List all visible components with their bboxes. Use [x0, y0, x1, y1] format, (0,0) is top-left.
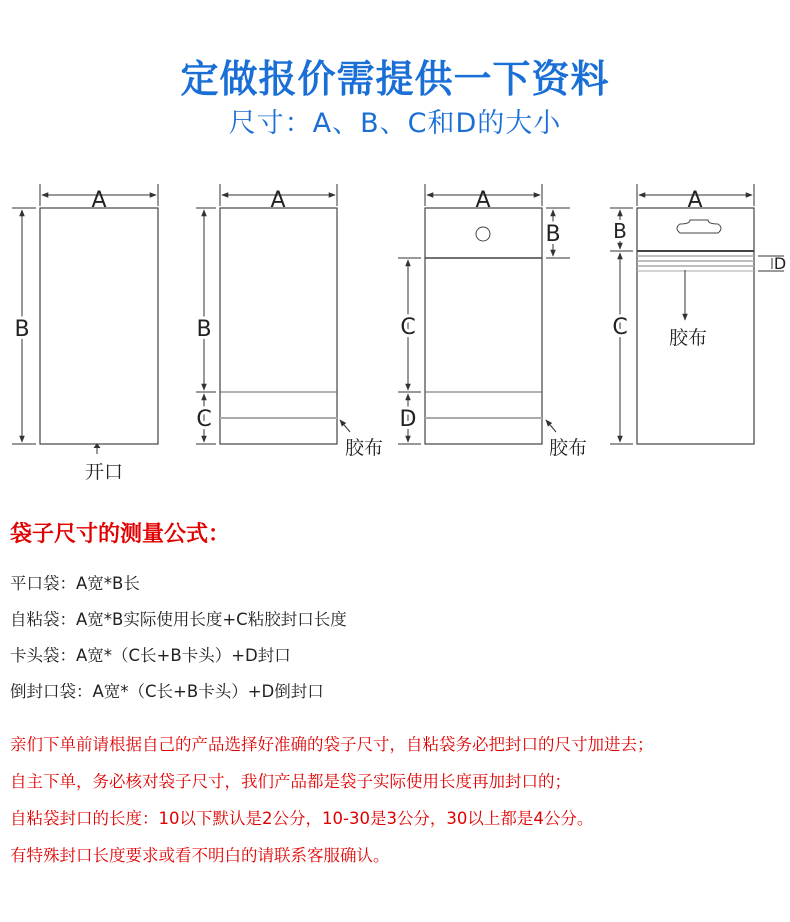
flat-bag-opening-label: 开口	[84, 461, 124, 483]
note-item: 有特殊封口长度要求或看不明白的请联系客服确认。	[10, 846, 390, 865]
note-item: 亲们下单前请根据自己的产品选择好准确的袋子尺寸，自粘袋务必把封口的尺寸加进去；	[10, 735, 654, 754]
formula-flat-bag: 平口袋：A宽*B长	[10, 574, 140, 593]
header-card-bag-label-a: A	[475, 188, 491, 213]
page-title: 定做报价需提供一下资料	[180, 57, 610, 101]
formula-adhesive-bag: 自粘袋：A宽*B实际使用长度+C粘胶封口长度	[10, 610, 347, 629]
adhesive-bag-label-a: A	[270, 188, 286, 213]
notes-list	[10, 731, 654, 879]
header-card-bag-label-b: B	[545, 222, 561, 247]
adhesive-bag-label-b: B	[196, 317, 212, 342]
formula-header-card-bag: 卡头袋：A宽*（C长+B卡头）+D封口	[10, 646, 291, 665]
flat-bag-diagram	[12, 184, 158, 454]
hang-hole-bag-label-d: D	[773, 254, 787, 273]
page-subtitle: 尺寸：A、B、C和D的大小	[228, 108, 562, 139]
adhesive-bag-adhesive-label: 胶布	[344, 437, 384, 459]
hang-hole-bag-adhesive-label: 胶布	[668, 327, 708, 349]
formula-reverse-seal-bag: 倒封口袋：A宽*（C长+B卡头）+D倒封口	[10, 682, 324, 701]
flat-bag-label-a: A	[91, 188, 107, 213]
hang-hole-bag-label-a: A	[687, 188, 703, 213]
header-card-bag-label-d: D	[399, 407, 417, 432]
header-card-bag-label-c: C	[400, 315, 416, 340]
measurement-heading: 袋子尺寸的测量公式：	[10, 522, 231, 547]
hang-hole-bag-diagram	[610, 184, 787, 444]
note-item: 自粘袋封口的长度：10以下默认是2公分，10-30是3公分，30以上都是4公分。	[10, 809, 594, 828]
header-card-bag-diagram	[398, 184, 570, 444]
hang-hole-bag-label-b: B	[613, 219, 627, 243]
flat-bag-label-b: B	[14, 317, 30, 342]
adhesive-bag-diagram	[196, 184, 350, 444]
adhesive-bag-label-c: C	[196, 407, 212, 432]
note-item: 自主下单，务必核对袋子尺寸，我们产品都是袋子实际使用长度再加封口的；	[10, 772, 571, 791]
formula-list	[10, 570, 347, 714]
hang-hole-bag-label-c: C	[612, 315, 628, 340]
bag-diagrams	[0, 170, 790, 490]
header-card-bag-adhesive-label: 胶布	[548, 437, 588, 459]
